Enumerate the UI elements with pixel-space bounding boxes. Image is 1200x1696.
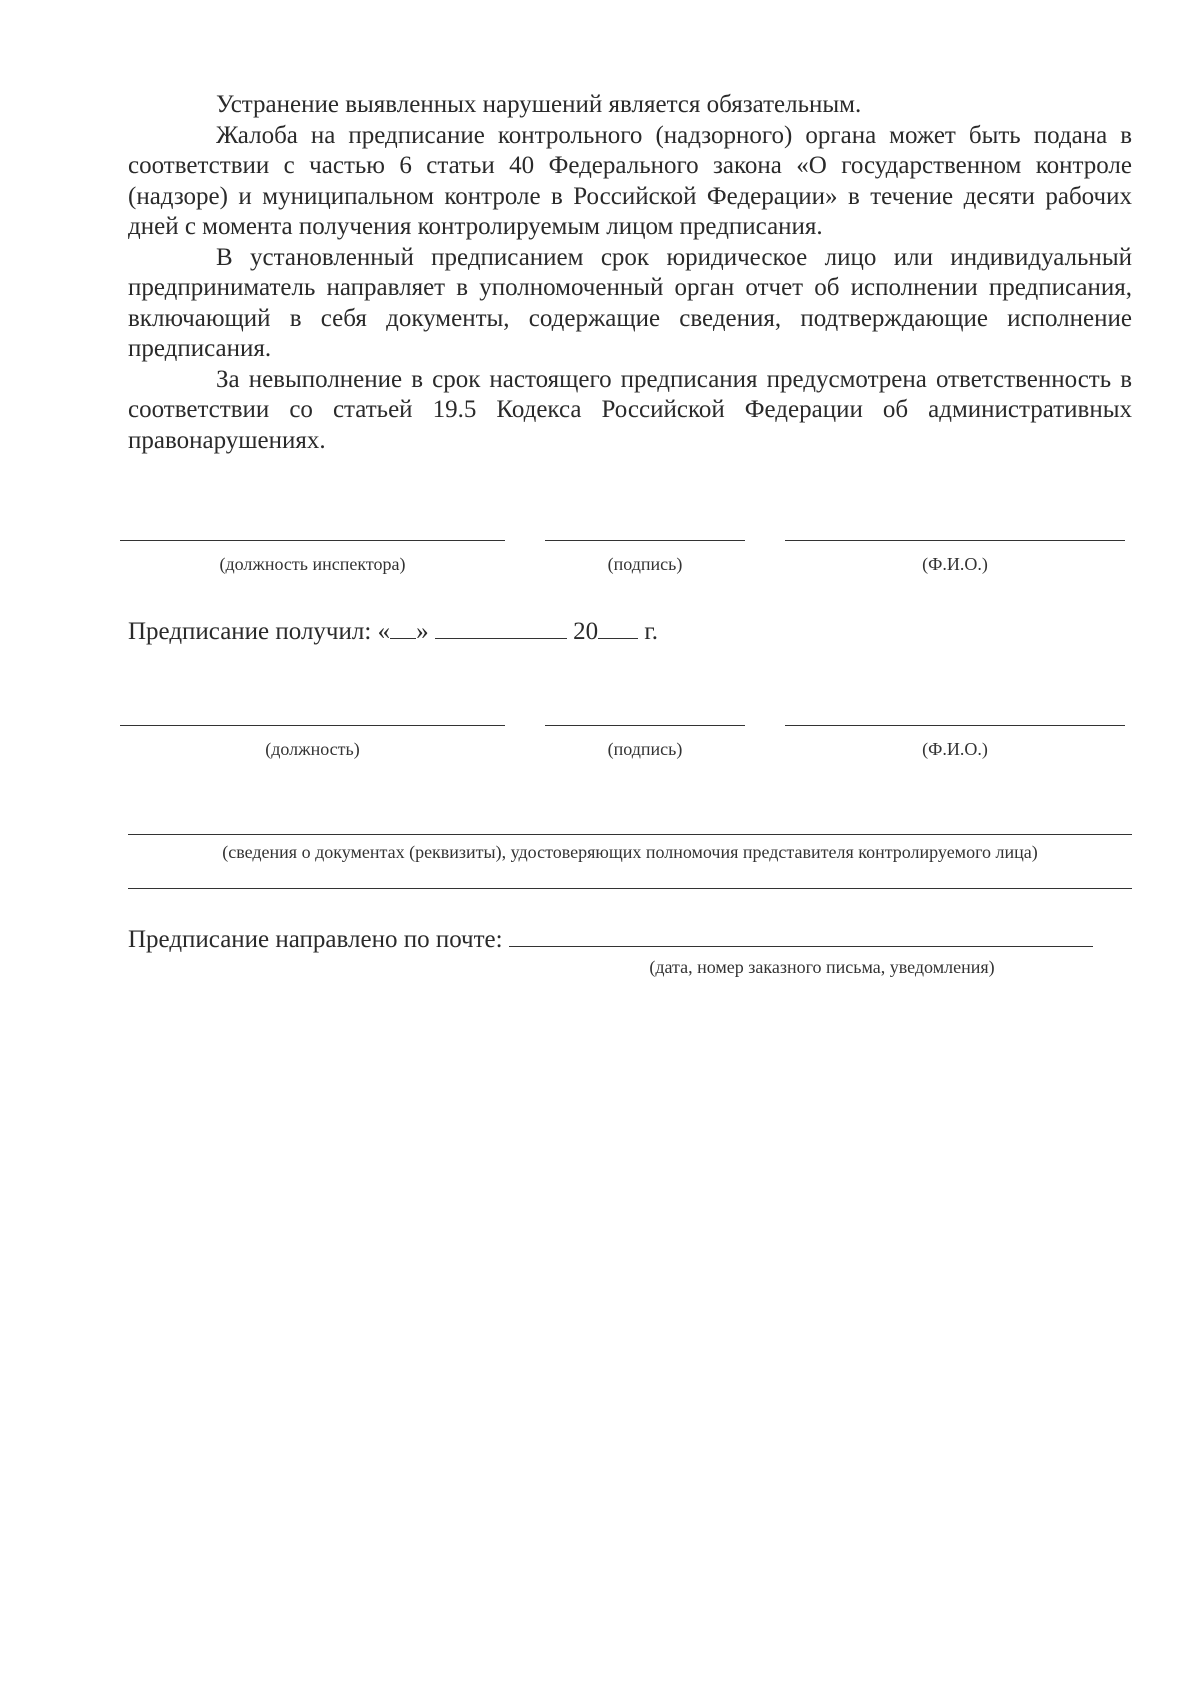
inspector-signature-caption: (подпись) xyxy=(607,554,683,574)
paragraph-obligation: Устранение выявленных нарушений является обязательным. xyxy=(216,91,862,118)
inspector-position-caption: (должность инспектора) xyxy=(219,554,406,574)
recipient-signature-line xyxy=(545,725,745,726)
body-text xyxy=(128,90,1132,456)
inspector-name-line xyxy=(785,540,1125,541)
receipt-open-quote: « xyxy=(377,618,391,645)
paragraph-complaint: Жалоба на предписание контрольного (надзорного) органа может быть подана в соответствии с частью 6 статьи 40 Федерального закона «О государственном контроле (надзоре) и муниципальном контроле в Российской Федерации» в течение десяти рабочих дней с момента получения контролируемым лицом предписания. xyxy=(128,121,1132,240)
receipt-label: Предписание получил: xyxy=(128,618,372,645)
recipient-name-line xyxy=(785,725,1125,726)
receipt-day-blank xyxy=(390,616,416,639)
receipt-year-blank xyxy=(598,616,638,639)
recipient-position-caption: (должность) xyxy=(265,739,360,759)
inspector-position-line xyxy=(120,540,505,541)
representative-docs-second-line xyxy=(128,888,1132,889)
inspector-signature-line xyxy=(545,540,745,541)
inspector-name-caption: (Ф.И.О.) xyxy=(922,554,988,574)
representative-docs-caption: (сведения о документах (реквизиты), удостоверяющих полномочия представителя контролируемого лица) xyxy=(222,842,1038,862)
recipient-name-caption: (Ф.И.О.) xyxy=(922,739,988,759)
representative-docs-line xyxy=(128,834,1132,835)
receipt-year-prefix: 20 xyxy=(573,618,599,645)
recipient-signature-caption: (подпись) xyxy=(607,739,683,759)
paragraph-report: В установленный предписанием срок юридическое лицо или индивидуальный предприниматель направляет в уполномоченный орган отчет об исполнении предписания, включающий в себя документы, содержащие сведения, подтверждающие исполнение предписания. xyxy=(128,243,1132,362)
mail-details-blank xyxy=(509,924,1093,947)
receipt-year-suffix: г. xyxy=(644,618,658,645)
mail-line xyxy=(128,924,1093,955)
receipt-line xyxy=(128,616,658,647)
receipt-close-quote: » xyxy=(416,618,429,645)
recipient-position-line xyxy=(120,725,505,726)
receipt-month-blank xyxy=(435,616,567,639)
paragraph-liability: За невыполнение в срок настоящего предписания предусмотрена ответственность в соответствии со статьей 19.5 Кодекса Российской Федерации об административных правонарушениях. xyxy=(128,365,1132,454)
mail-caption: (дата, номер заказного письма, уведомления) xyxy=(649,957,995,977)
mail-label: Предписание направлено по почте: xyxy=(128,926,503,953)
